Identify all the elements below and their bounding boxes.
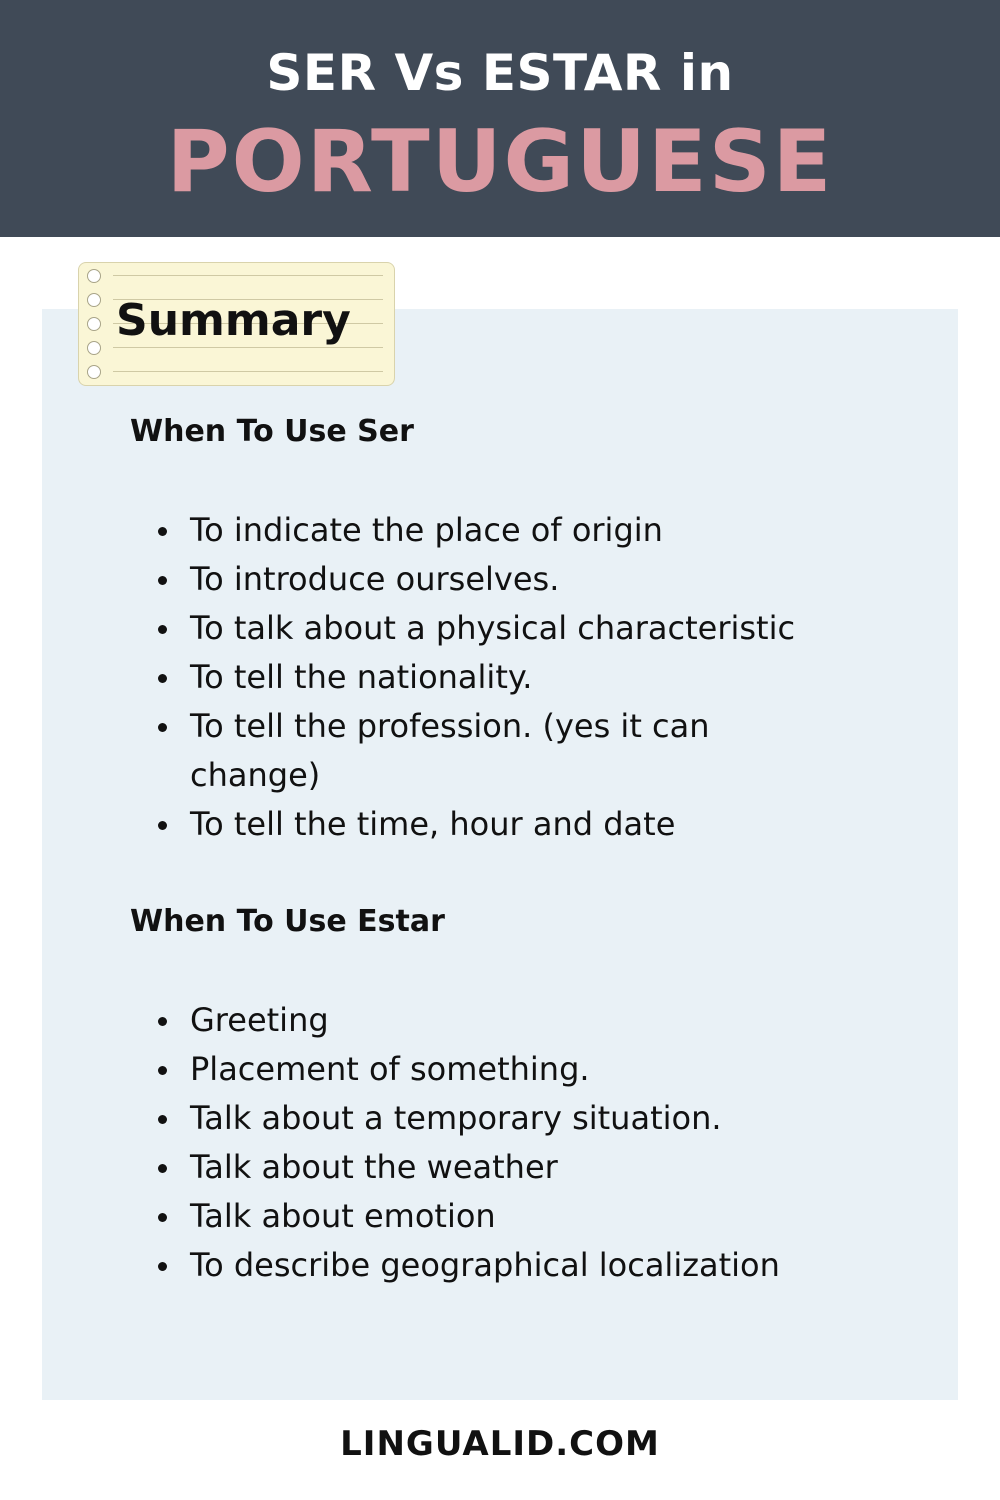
estar-heading: When To Use Estar <box>130 904 445 939</box>
list-item: To tell the profession. (yes it can change) <box>152 702 750 800</box>
ser-heading: When To Use Ser <box>130 414 414 449</box>
list-item: Talk about emotion <box>152 1192 852 1241</box>
list-item: Talk about a temporary situation. <box>152 1094 852 1143</box>
list-item: To describe geographical localization <box>152 1241 852 1290</box>
list-item: To tell the time, hour and date <box>152 800 852 849</box>
list-item: Greeting <box>152 996 852 1045</box>
footer-site-name: LINGUALID.COM <box>340 1424 660 1464</box>
header-banner <box>0 0 1000 237</box>
summary-title: Summary <box>116 295 351 346</box>
list-item: Talk about the weather <box>152 1143 852 1192</box>
summary-notepad <box>78 262 395 386</box>
notepad-line <box>113 371 383 372</box>
notepad-hole-icon <box>87 365 101 379</box>
list-item: To introduce ourselves. <box>152 555 852 604</box>
notepad-hole-icon <box>87 317 101 331</box>
notepad-hole-icon <box>87 341 101 355</box>
header-title: SER Vs ESTAR in <box>266 44 734 102</box>
list-item: To tell the nationality. <box>152 653 852 702</box>
notepad-hole-icon <box>87 293 101 307</box>
header-subtitle: PORTUGUESE <box>166 112 834 212</box>
estar-list <box>152 996 852 1290</box>
list-item: To talk about a physical characteristic <box>152 604 852 653</box>
list-item: Placement of something. <box>152 1045 852 1094</box>
notepad-hole-icon <box>87 269 101 283</box>
notepad-line <box>113 275 383 276</box>
ser-list <box>152 506 852 849</box>
list-item: To indicate the place of origin <box>152 506 852 555</box>
